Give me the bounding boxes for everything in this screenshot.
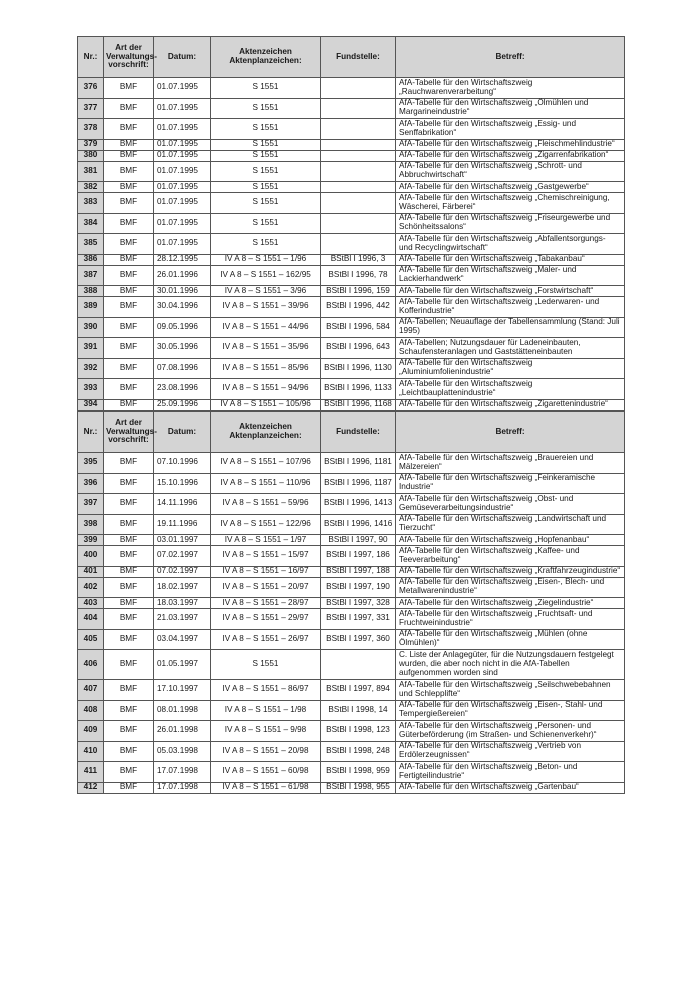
- date-cell: 03.01.1997: [154, 535, 211, 546]
- source-reference-cell: BStBl I 1996, 643: [321, 338, 396, 359]
- file-reference-cell: IV A 8 – S 1551 – 39/96: [211, 297, 321, 318]
- regulation-type-cell: BMF: [104, 254, 154, 265]
- file-reference-cell: IV A 8 – S 1551 – 9/98: [211, 721, 321, 742]
- header-aktenzeichen: Aktenzeichen Aktenplanzeichen:: [211, 37, 321, 78]
- regulation-type-cell: BMF: [104, 78, 154, 99]
- source-reference-cell: BStBl I 1997, 188: [321, 566, 396, 577]
- table-row: [78, 566, 625, 577]
- table-row: [78, 379, 625, 400]
- row-number-cell: 398: [78, 514, 104, 535]
- header-datum: Datum:: [154, 412, 211, 453]
- file-reference-cell: IV A 8 – S 1551 – 15/97: [211, 546, 321, 567]
- row-number-cell: 400: [78, 546, 104, 567]
- table-row: [78, 338, 625, 359]
- regulation-type-cell: BMF: [104, 213, 154, 234]
- file-reference-cell: IV A 8 – S 1551 – 94/96: [211, 379, 321, 400]
- subject-cell: AfA-Tabelle für den Wirtschaftszweig „Schrott- und Abbruchwirtschaft“: [396, 161, 625, 182]
- table-row: [78, 680, 625, 701]
- row-number-cell: 381: [78, 161, 104, 182]
- table-row: [78, 254, 625, 265]
- subject-cell: AfA-Tabelle für den Wirtschaftszweig „Chemischreinigung, Wäscherei, Färberei“: [396, 193, 625, 214]
- file-reference-cell: IV A 8 – S 1551 – 60/98: [211, 762, 321, 783]
- file-reference-cell: IV A 8 – S 1551 – 26/97: [211, 629, 321, 650]
- row-number-cell: 383: [78, 193, 104, 214]
- row-number-cell: 392: [78, 358, 104, 379]
- source-reference-cell: BStBl I 1998, 123: [321, 721, 396, 742]
- subject-cell: AfA-Tabelle für den Wirtschaftszweig „Ölmühlen und Margarineindustrie“: [396, 98, 625, 119]
- subject-cell: AfA-Tabelle für den Wirtschaftszweig „Aluminiumfolienindustrie“: [396, 358, 625, 379]
- file-reference-cell: IV A 8 – S 1551 – 44/96: [211, 317, 321, 338]
- regulations-table-1: [77, 36, 625, 411]
- source-reference-cell: BStBl I 1997, 331: [321, 609, 396, 630]
- table-row: [78, 286, 625, 297]
- regulation-type-cell: BMF: [104, 546, 154, 567]
- regulation-type-cell: BMF: [104, 150, 154, 161]
- source-reference-cell: BStBl I 1996, 1416: [321, 514, 396, 535]
- subject-cell: AfA-Tabelle für den Wirtschaftszweig „Lederwaren- und Kofferindustrie“: [396, 297, 625, 318]
- row-number-cell: 410: [78, 741, 104, 762]
- date-cell: 03.04.1997: [154, 629, 211, 650]
- date-cell: 28.12.1995: [154, 254, 211, 265]
- regulation-type-cell: BMF: [104, 721, 154, 742]
- regulation-type-cell: BMF: [104, 234, 154, 255]
- date-cell: 01.07.1995: [154, 150, 211, 161]
- date-cell: 01.07.1995: [154, 182, 211, 193]
- subject-cell: AfA-Tabelle für den Wirtschaftszweig „Maler- und Lackierhandwerk“: [396, 265, 625, 286]
- table-row: [78, 399, 625, 410]
- regulation-type-cell: BMF: [104, 139, 154, 150]
- regulation-type-cell: BMF: [104, 598, 154, 609]
- file-reference-cell: IV A 8 – S 1551 – 105/96: [211, 399, 321, 410]
- row-number-cell: 388: [78, 286, 104, 297]
- source-reference-cell: [321, 98, 396, 119]
- subject-cell: AfA-Tabelle für den Wirtschaftszweig „Fruchtsaft- und Fruchtweinindustrie“: [396, 609, 625, 630]
- date-cell: 30.04.1996: [154, 297, 211, 318]
- file-reference-cell: IV A 8 – S 1551 – 1/98: [211, 700, 321, 721]
- date-cell: 01.07.1995: [154, 234, 211, 255]
- source-reference-cell: [321, 119, 396, 140]
- file-reference-cell: IV A 8 – S 1551 – 59/96: [211, 494, 321, 515]
- row-number-cell: 395: [78, 453, 104, 474]
- subject-cell: AfA-Tabelle für den Wirtschaftszweig „Hopfenanbau“: [396, 535, 625, 546]
- date-cell: 17.10.1997: [154, 680, 211, 701]
- source-reference-cell: [321, 78, 396, 99]
- header-datum: Datum:: [154, 37, 211, 78]
- subject-cell: AfA-Tabelle für den Wirtschaftszweig „Kaffee- und Teeverarbeitung“: [396, 546, 625, 567]
- regulation-type-cell: BMF: [104, 629, 154, 650]
- date-cell: 08.01.1998: [154, 700, 211, 721]
- table-row: [78, 721, 625, 742]
- date-cell: 17.07.1998: [154, 782, 211, 793]
- regulation-type-cell: BMF: [104, 782, 154, 793]
- date-cell: 01.07.1995: [154, 78, 211, 99]
- file-reference-cell: IV A 8 – S 1551 – 85/96: [211, 358, 321, 379]
- subject-cell: AfA-Tabelle für den Wirtschaftszweig „Seilschwebebahnen und Schlepplifte“: [396, 680, 625, 701]
- subject-cell: AfA-Tabelle für den Wirtschaftszweig „Ziegelindustrie“: [396, 598, 625, 609]
- header-aktenzeichen: Aktenzeichen Aktenplanzeichen:: [211, 412, 321, 453]
- row-number-cell: 389: [78, 297, 104, 318]
- source-reference-cell: [321, 193, 396, 214]
- row-number-cell: 405: [78, 629, 104, 650]
- subject-cell: AfA-Tabelle für den Wirtschaftszweig „Friseurgewerbe und Schönheitssalons“: [396, 213, 625, 234]
- regulation-type-cell: BMF: [104, 317, 154, 338]
- table-row: [78, 473, 625, 494]
- table-row: [78, 609, 625, 630]
- file-reference-cell: IV A 8 – S 1551 – 20/98: [211, 741, 321, 762]
- date-cell: 18.03.1997: [154, 598, 211, 609]
- regulation-type-cell: BMF: [104, 193, 154, 214]
- file-reference-cell: S 1551: [211, 182, 321, 193]
- table-row: [78, 453, 625, 474]
- file-reference-cell: IV A 8 – S 1551 – 61/98: [211, 782, 321, 793]
- header-betreff: Betreff:: [396, 412, 625, 453]
- header-fundstelle: Fundstelle:: [321, 412, 396, 453]
- table-row: [78, 98, 625, 119]
- source-reference-cell: [321, 139, 396, 150]
- file-reference-cell: S 1551: [211, 234, 321, 255]
- date-cell: 07.02.1997: [154, 566, 211, 577]
- file-reference-cell: S 1551: [211, 193, 321, 214]
- date-cell: 18.02.1997: [154, 577, 211, 598]
- row-number-cell: 404: [78, 609, 104, 630]
- table-row: [78, 297, 625, 318]
- regulation-type-cell: BMF: [104, 453, 154, 474]
- date-cell: 30.01.1996: [154, 286, 211, 297]
- file-reference-cell: IV A 8 – S 1551 – 110/96: [211, 473, 321, 494]
- date-cell: 23.08.1996: [154, 379, 211, 400]
- regulation-type-cell: BMF: [104, 161, 154, 182]
- subject-cell: AfA-Tabelle für den Wirtschaftszweig „Eisen-, Stahl- und Tempergießereien“: [396, 700, 625, 721]
- source-reference-cell: BStBl I 1996, 1181: [321, 453, 396, 474]
- date-cell: 09.05.1996: [154, 317, 211, 338]
- regulation-type-cell: BMF: [104, 119, 154, 140]
- row-number-cell: 408: [78, 700, 104, 721]
- row-number-cell: 394: [78, 399, 104, 410]
- row-number-cell: 382: [78, 182, 104, 193]
- source-reference-cell: [321, 234, 396, 255]
- table-row: [78, 119, 625, 140]
- regulation-type-cell: BMF: [104, 535, 154, 546]
- regulation-type-cell: BMF: [104, 265, 154, 286]
- source-reference-cell: BStBl I 1996, 1130: [321, 358, 396, 379]
- subject-cell: AfA-Tabelle für den Wirtschaftszweig „Zigarettenindustrie“: [396, 399, 625, 410]
- regulation-type-cell: BMF: [104, 297, 154, 318]
- file-reference-cell: IV A 8 – S 1551 – 29/97: [211, 609, 321, 630]
- table-row: [78, 741, 625, 762]
- subject-cell: AfA-Tabellen; Neuauflage der Tabellensammlung (Stand: Juli 1995): [396, 317, 625, 338]
- file-reference-cell: IV A 8 – S 1551 – 1/96: [211, 254, 321, 265]
- subject-cell: C. Liste der Anlagegüter, für die Nutzungsdauern festgelegt wurden, die aber noch nicht in die AfA-Tabellen aufgenommen worden sind: [396, 650, 625, 680]
- row-number-cell: 386: [78, 254, 104, 265]
- row-number-cell: 402: [78, 577, 104, 598]
- source-reference-cell: BStBl I 1997, 328: [321, 598, 396, 609]
- source-reference-cell: BStBl I 1998, 955: [321, 782, 396, 793]
- header-fundstelle: Fundstelle:: [321, 37, 396, 78]
- subject-cell: AfA-Tabelle für den Wirtschaftszweig „Fleischmehlindustrie“: [396, 139, 625, 150]
- subject-cell: AfA-Tabelle für den Wirtschaftszweig „Mühlen (ohne Ölmühlen)“: [396, 629, 625, 650]
- file-reference-cell: IV A 8 – S 1551 – 107/96: [211, 453, 321, 474]
- row-number-cell: 378: [78, 119, 104, 140]
- subject-cell: AfA-Tabelle für den Wirtschaftszweig „Feinkeramische Industrie“: [396, 473, 625, 494]
- subject-cell: AfA-Tabelle für den Wirtschaftszweig „Kraftfahrzeugindustrie“: [396, 566, 625, 577]
- row-number-cell: 377: [78, 98, 104, 119]
- table-header-row: [78, 412, 625, 453]
- subject-cell: AfA-Tabelle für den Wirtschaftszweig „Tabakanbau“: [396, 254, 625, 265]
- row-number-cell: 399: [78, 535, 104, 546]
- table-row: [78, 317, 625, 338]
- date-cell: 25.09.1996: [154, 399, 211, 410]
- subject-cell: AfA-Tabelle für den Wirtschaftszweig „Zigarrenfabrikation“: [396, 150, 625, 161]
- header-nr: Nr.:: [78, 37, 104, 78]
- file-reference-cell: IV A 8 – S 1551 – 1/97: [211, 535, 321, 546]
- date-cell: 01.05.1997: [154, 650, 211, 680]
- subject-cell: AfA-Tabelle für den Wirtschaftszweig „Obst- und Gemüseverarbeitungsindustrie“: [396, 494, 625, 515]
- source-reference-cell: BStBl I 1997, 190: [321, 577, 396, 598]
- row-number-cell: 401: [78, 566, 104, 577]
- date-cell: 07.02.1997: [154, 546, 211, 567]
- source-reference-cell: BStBl I 1998, 14: [321, 700, 396, 721]
- table-row: [78, 782, 625, 793]
- header-art: Art der Verwaltungs-vorschrift:: [104, 37, 154, 78]
- table-row: [78, 213, 625, 234]
- source-reference-cell: BStBl I 1997, 360: [321, 629, 396, 650]
- file-reference-cell: IV A 8 – S 1551 – 28/97: [211, 598, 321, 609]
- table-row: [78, 514, 625, 535]
- file-reference-cell: IV A 8 – S 1551 – 35/96: [211, 338, 321, 359]
- row-number-cell: 396: [78, 473, 104, 494]
- source-reference-cell: BStBl I 1996, 1133: [321, 379, 396, 400]
- table-row: [78, 629, 625, 650]
- row-number-cell: 387: [78, 265, 104, 286]
- source-reference-cell: BStBl I 1997, 90: [321, 535, 396, 546]
- row-number-cell: 385: [78, 234, 104, 255]
- table-row: [78, 78, 625, 99]
- table-row: [78, 193, 625, 214]
- subject-cell: AfA-Tabelle für den Wirtschaftszweig „Gastgewerbe“: [396, 182, 625, 193]
- source-reference-cell: BStBl I 1996, 584: [321, 317, 396, 338]
- file-reference-cell: S 1551: [211, 150, 321, 161]
- subject-cell: AfA-Tabelle für den Wirtschaftszweig „Leichtbauplattenindustrie“: [396, 379, 625, 400]
- date-cell: 01.07.1995: [154, 119, 211, 140]
- file-reference-cell: IV A 8 – S 1551 – 86/97: [211, 680, 321, 701]
- table-row: [78, 650, 625, 680]
- date-cell: 17.07.1998: [154, 762, 211, 783]
- table-row: [78, 161, 625, 182]
- date-cell: 05.03.1998: [154, 741, 211, 762]
- table-row: [78, 494, 625, 515]
- table-row: [78, 700, 625, 721]
- date-cell: 01.07.1995: [154, 139, 211, 150]
- file-reference-cell: S 1551: [211, 78, 321, 99]
- date-cell: 01.07.1995: [154, 98, 211, 119]
- table-2-body: [78, 453, 625, 794]
- source-reference-cell: BStBl I 1996, 3: [321, 254, 396, 265]
- regulation-type-cell: BMF: [104, 680, 154, 701]
- source-reference-cell: BStBl I 1997, 894: [321, 680, 396, 701]
- table-row: [78, 150, 625, 161]
- header-nr: Nr.:: [78, 412, 104, 453]
- header-betreff: Betreff:: [396, 37, 625, 78]
- regulation-type-cell: BMF: [104, 358, 154, 379]
- subject-cell: AfA-Tabellen; Nutzungsdauer für Ladeneinbauten, Schaufensteranlagen und Gaststätteneinbauten: [396, 338, 625, 359]
- subject-cell: AfA-Tabelle für den Wirtschaftszweig „Personen- und Güterbeförderung (im Straßen- und Schienenverkehr)“: [396, 721, 625, 742]
- source-reference-cell: BStBl I 1996, 78: [321, 265, 396, 286]
- file-reference-cell: IV A 8 – S 1551 – 16/97: [211, 566, 321, 577]
- row-number-cell: 406: [78, 650, 104, 680]
- date-cell: 30.05.1996: [154, 338, 211, 359]
- subject-cell: AfA-Tabelle für den Wirtschaftszweig „Vertrieb von Erdölerzeugnissen“: [396, 741, 625, 762]
- source-reference-cell: BStBl I 1996, 159: [321, 286, 396, 297]
- row-number-cell: 403: [78, 598, 104, 609]
- date-cell: 21.03.1997: [154, 609, 211, 630]
- regulation-type-cell: BMF: [104, 762, 154, 783]
- file-reference-cell: IV A 8 – S 1551 – 3/96: [211, 286, 321, 297]
- table-row: [78, 546, 625, 567]
- subject-cell: AfA-Tabelle für den Wirtschaftszweig „Forstwirtschaft“: [396, 286, 625, 297]
- table-row: [78, 182, 625, 193]
- regulation-type-cell: BMF: [104, 577, 154, 598]
- date-cell: 15.10.1996: [154, 473, 211, 494]
- row-number-cell: 393: [78, 379, 104, 400]
- table-header-row: [78, 37, 625, 78]
- date-cell: 07.08.1996: [154, 358, 211, 379]
- regulation-type-cell: BMF: [104, 379, 154, 400]
- row-number-cell: 384: [78, 213, 104, 234]
- date-cell: 07.10.1996: [154, 453, 211, 474]
- source-reference-cell: [321, 213, 396, 234]
- date-cell: 19.11.1996: [154, 514, 211, 535]
- row-number-cell: 412: [78, 782, 104, 793]
- subject-cell: AfA-Tabelle für den Wirtschaftszweig „Rauchwarenverarbeitung“: [396, 78, 625, 99]
- regulation-type-cell: BMF: [104, 338, 154, 359]
- regulation-type-cell: BMF: [104, 286, 154, 297]
- source-reference-cell: [321, 650, 396, 680]
- row-number-cell: 379: [78, 139, 104, 150]
- file-reference-cell: S 1551: [211, 139, 321, 150]
- subject-cell: AfA-Tabelle für den Wirtschaftszweig „Essig- und Senffabrikation“: [396, 119, 625, 140]
- date-cell: 01.07.1995: [154, 161, 211, 182]
- subject-cell: AfA-Tabelle für den Wirtschaftszweig „Eisen-, Blech- und Metallwarenindustrie“: [396, 577, 625, 598]
- file-reference-cell: IV A 8 – S 1551 – 162/95: [211, 265, 321, 286]
- source-reference-cell: BStBl I 1996, 1187: [321, 473, 396, 494]
- regulation-type-cell: BMF: [104, 609, 154, 630]
- table-row: [78, 139, 625, 150]
- date-cell: 26.01.1998: [154, 721, 211, 742]
- row-number-cell: 380: [78, 150, 104, 161]
- source-reference-cell: [321, 150, 396, 161]
- table-row: [78, 234, 625, 255]
- row-number-cell: 390: [78, 317, 104, 338]
- table-row: [78, 577, 625, 598]
- subject-cell: AfA-Tabelle für den Wirtschaftszweig „Gartenbau“: [396, 782, 625, 793]
- file-reference-cell: S 1551: [211, 98, 321, 119]
- regulation-type-cell: BMF: [104, 650, 154, 680]
- source-reference-cell: [321, 161, 396, 182]
- source-reference-cell: [321, 182, 396, 193]
- source-reference-cell: BStBl I 1996, 1168: [321, 399, 396, 410]
- row-number-cell: 407: [78, 680, 104, 701]
- subject-cell: AfA-Tabelle für den Wirtschaftszweig „Abfallentsorgungs- und Recyclingwirtschaft“: [396, 234, 625, 255]
- file-reference-cell: S 1551: [211, 161, 321, 182]
- regulation-type-cell: BMF: [104, 741, 154, 762]
- regulation-type-cell: BMF: [104, 566, 154, 577]
- row-number-cell: 397: [78, 494, 104, 515]
- regulation-type-cell: BMF: [104, 700, 154, 721]
- regulation-type-cell: BMF: [104, 98, 154, 119]
- date-cell: 14.11.1996: [154, 494, 211, 515]
- source-reference-cell: BStBl I 1998, 248: [321, 741, 396, 762]
- file-reference-cell: S 1551: [211, 119, 321, 140]
- table-row: [78, 265, 625, 286]
- table-1-body: [78, 78, 625, 411]
- regulation-type-cell: BMF: [104, 473, 154, 494]
- row-number-cell: 409: [78, 721, 104, 742]
- row-number-cell: 376: [78, 78, 104, 99]
- subject-cell: AfA-Tabelle für den Wirtschaftszweig „Landwirtschaft und Tierzucht“: [396, 514, 625, 535]
- table-row: [78, 358, 625, 379]
- date-cell: 01.07.1995: [154, 213, 211, 234]
- file-reference-cell: S 1551: [211, 213, 321, 234]
- file-reference-cell: IV A 8 – S 1551 – 20/97: [211, 577, 321, 598]
- file-reference-cell: IV A 8 – S 1551 – 122/96: [211, 514, 321, 535]
- row-number-cell: 411: [78, 762, 104, 783]
- regulation-type-cell: BMF: [104, 399, 154, 410]
- source-reference-cell: BStBl I 1998, 959: [321, 762, 396, 783]
- file-reference-cell: S 1551: [211, 650, 321, 680]
- regulation-type-cell: BMF: [104, 182, 154, 193]
- table-row: [78, 535, 625, 546]
- regulations-table-2: [77, 411, 625, 794]
- row-number-cell: 391: [78, 338, 104, 359]
- table-row: [78, 762, 625, 783]
- source-reference-cell: BStBl I 1996, 442: [321, 297, 396, 318]
- date-cell: 26.01.1996: [154, 265, 211, 286]
- subject-cell: AfA-Tabelle für den Wirtschaftszweig „Beton- und Fertigteilindustrie“: [396, 762, 625, 783]
- source-reference-cell: BStBl I 1996, 1413: [321, 494, 396, 515]
- source-reference-cell: BStBl I 1997, 186: [321, 546, 396, 567]
- header-art: Art der Verwaltungs-vorschrift:: [104, 412, 154, 453]
- regulation-type-cell: BMF: [104, 514, 154, 535]
- date-cell: 01.07.1995: [154, 193, 211, 214]
- table-row: [78, 598, 625, 609]
- regulation-type-cell: BMF: [104, 494, 154, 515]
- subject-cell: AfA-Tabelle für den Wirtschaftszweig „Brauereien und Mälzereien“: [396, 453, 625, 474]
